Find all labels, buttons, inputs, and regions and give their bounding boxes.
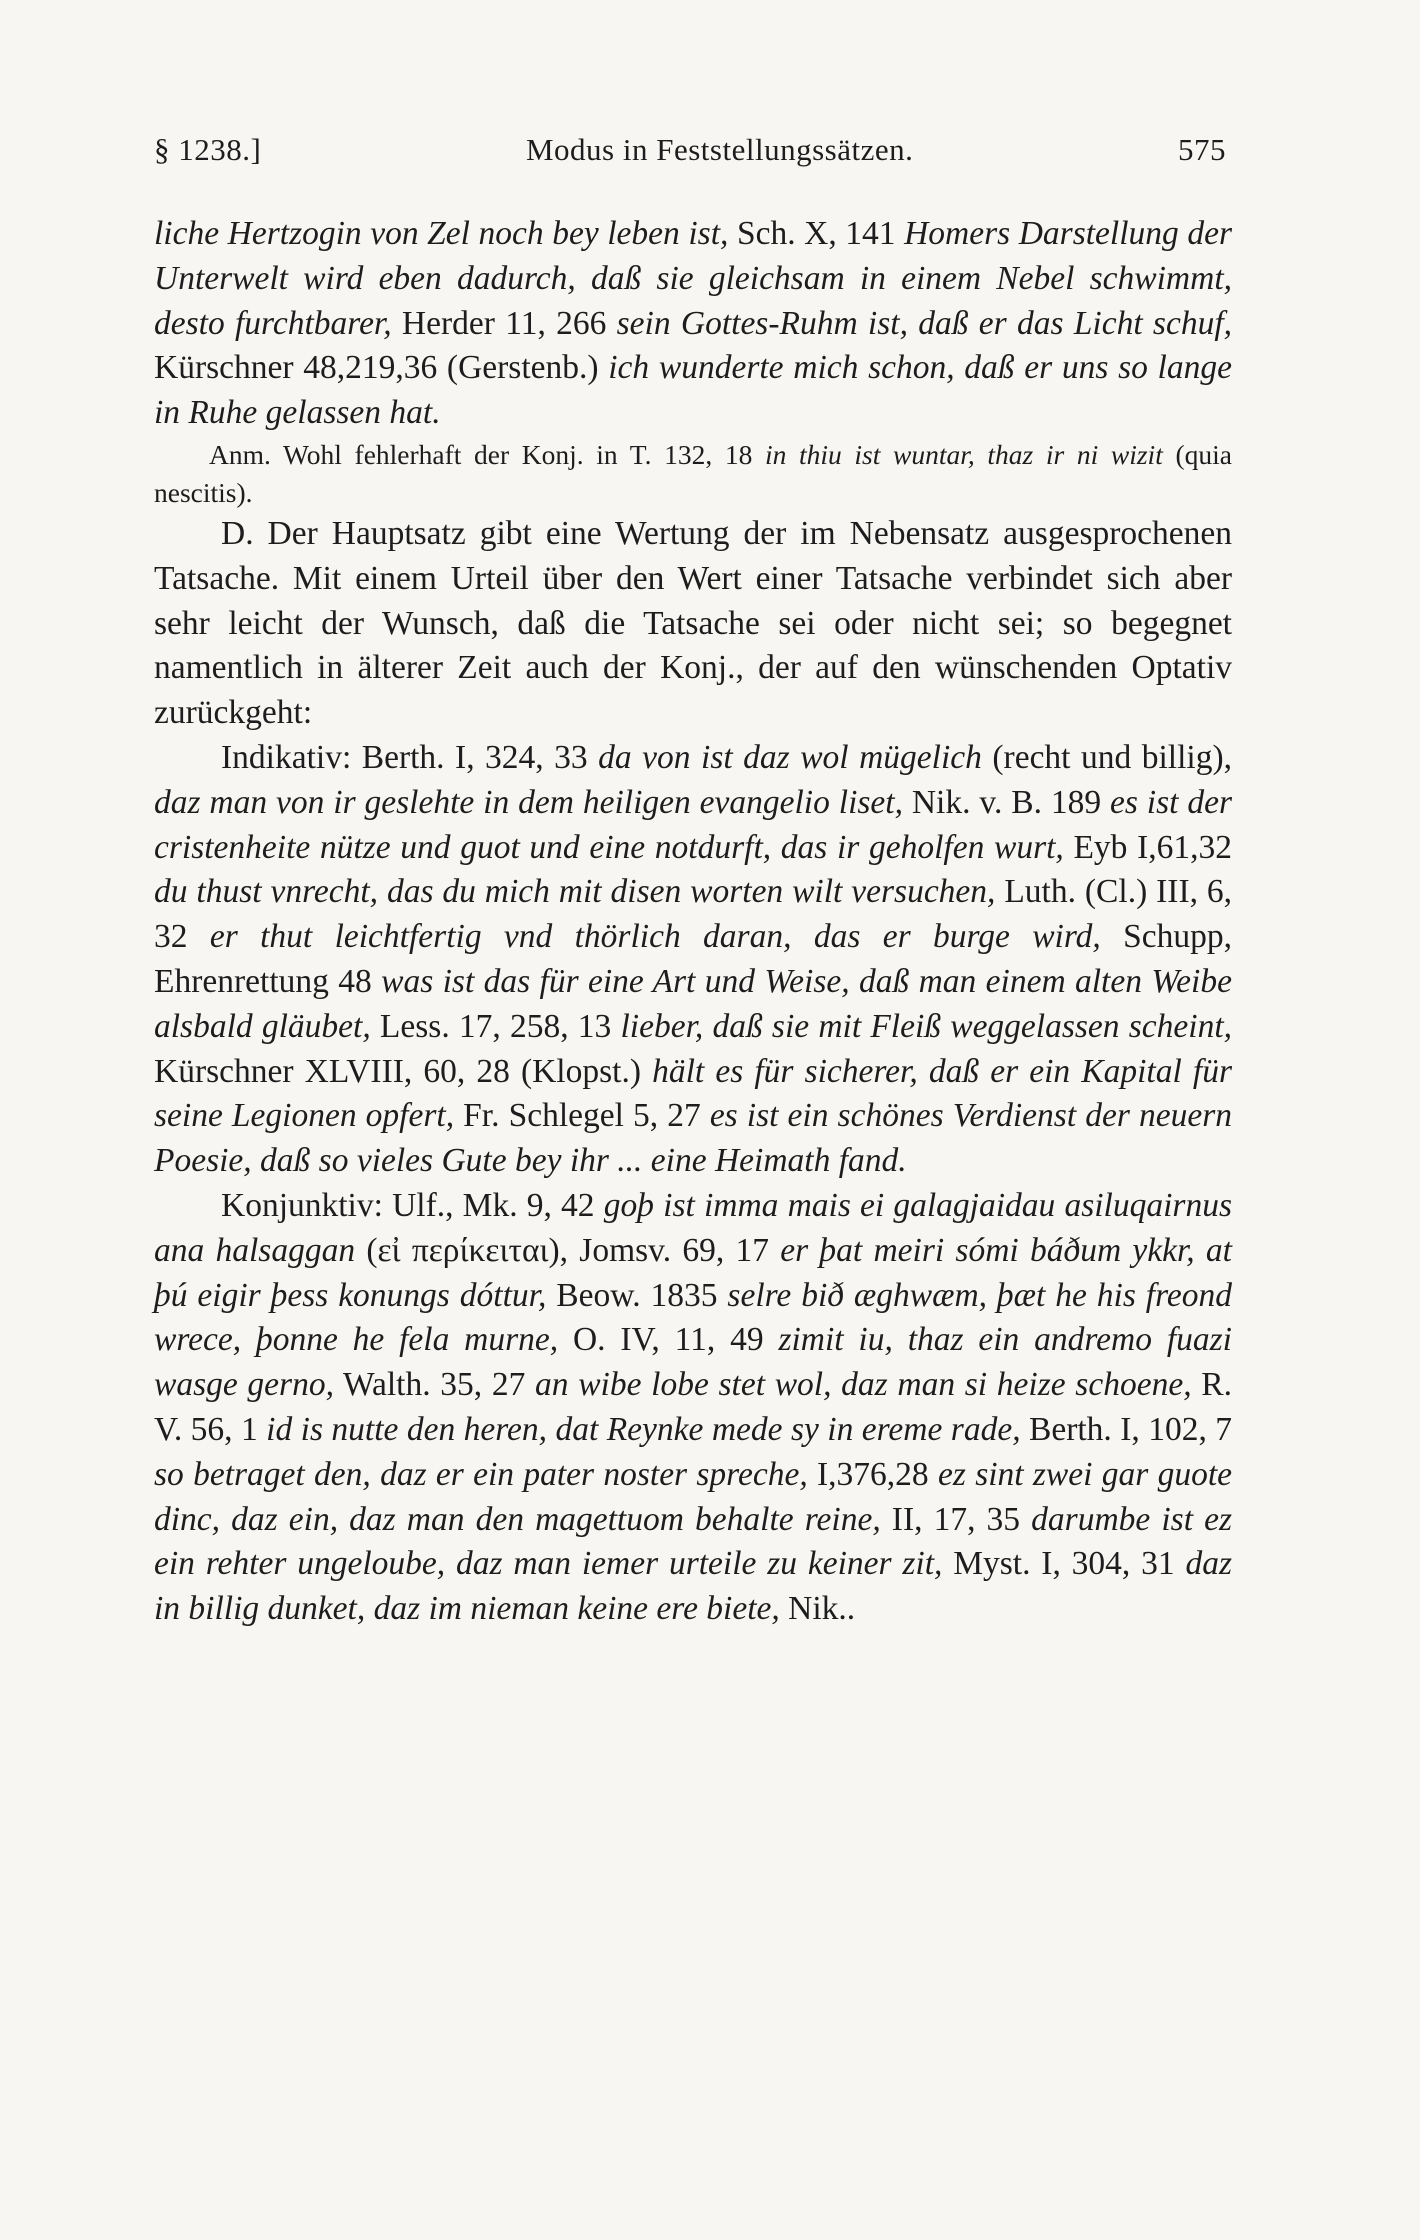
citation: Nik.. [779, 1590, 856, 1628]
quote: selre bið æghwæm, þæt he his freond wrece, þonne he fela murne, [154, 1276, 1232, 1359]
quote: so betraget den, daz er ein pater noster spreche, [154, 1455, 808, 1493]
running-header [154, 132, 1232, 168]
paragraph-konjunktiv [154, 1184, 1232, 1632]
note-text: Anm. Wohl fehlerhaft der Konj. in T. 132, 18 [209, 438, 765, 470]
section-d-text: D. Der Hauptsatz gibt eine Wertung der im Nebensatz ausgesprochenen Tatsache. Mit einem Urteil über den Wert einer Tatsache verbindet sich aber sehr leicht der Wunsch, daß die Tatsache sei oder nicht sei; so begegnet namentlich in älterer Zeit auch der Konj., der auf den wünschenden Optativ zurückgeht: [154, 514, 1232, 732]
body-text [154, 212, 1232, 1632]
citation: Beow. 1835 [546, 1276, 728, 1314]
quote: zimit iu, thaz ein andremo fuazi wasge gerno, [154, 1321, 1232, 1404]
quote: er þat meiri sómi báðum ykkr, at þú eigir þess konungs dóttur, [154, 1231, 1232, 1314]
citation: Konjunktiv: Ulf., Mk. 9, 42 [221, 1186, 604, 1224]
quote: es ist ein schönes Verdienst der neuern Poesie, daß so vieles Gute bey ihr ... eine Heimath fand. [154, 1097, 1232, 1180]
quote: da von ist daz wol mügelich [598, 738, 982, 776]
citation: R. V. 56, 1 [154, 1366, 1232, 1448]
citation: Walth. 35, 27 [333, 1366, 536, 1404]
quote: daz man von ir geslehte in dem heiligen evangelio liset, [154, 783, 903, 821]
section-number: § 1238.] [154, 132, 262, 167]
citation: O. IV, 11, 49 [558, 1321, 779, 1359]
quote: goþ ist imma mais ei galagjaidau asiluqairnus ana halsaggan [154, 1186, 1232, 1269]
citation: Nik. v. B. 189 [902, 783, 1110, 821]
citation: Berth. I, 102, 7 [1020, 1410, 1233, 1448]
paragraph-indikativ [154, 736, 1232, 1184]
quote: was ist das für eine Art und Weise, daß man einem alten Weibe alsbald gläubet, [154, 962, 1232, 1045]
quote: lieber, daß sie mit Fleiß weggelassen scheint, [620, 1007, 1233, 1045]
citation: (εἰ περίκειται), Jomsv. 69, 17 [355, 1231, 781, 1269]
citation: Fr. Schlegel 5, 27 [454, 1097, 710, 1135]
note-text: (quia nescitis). [154, 438, 1232, 508]
quote: du thust vnrecht, das du mich mit disen worten wilt versuchen, [154, 873, 996, 911]
quote: daz in billig dunket, daz im nieman keine ere biete, [154, 1545, 1232, 1628]
paragraph-section-d [154, 512, 1232, 736]
quote: es ist der cristenheite nütze und guot und eine notdurft, das ir geholfen wurt, [154, 783, 1233, 866]
citation: Sch. X, 141 [728, 215, 905, 252]
citation: Less. 17, 258, 13 [370, 1007, 621, 1045]
gloss: (recht und billig), [981, 738, 1232, 776]
quote: in thiu ist wuntar, thaz ir ni wizit [764, 438, 1163, 470]
quote: ez sint zwei gar guote dinc, daz ein, daz man den magettuom behalte reine, [154, 1455, 1233, 1538]
citation: Herder 11, 266 [391, 304, 617, 342]
footnote-anm [154, 436, 1232, 512]
quote: an wibe lobe stet wol, daz man si heize schoene, [535, 1366, 1192, 1404]
quote: darumbe ist ez ein rehter ungeloube, daz man iemer urteile zu keiner zit, [154, 1500, 1233, 1583]
citation: Schupp, Ehrenrettung 48 [154, 918, 1233, 1000]
quote: Homers Darstellung der Unterwelt wird eben dadurch, daß sie gleichsam in einem Nebel schwimmt, desto furchtbarer, [154, 215, 1232, 342]
citation: I,376,28 [807, 1455, 938, 1493]
quote: sein Gottes-Ruhm ist, daß er das Licht schuf, [616, 304, 1233, 342]
citation: Luth. (Cl.) III, 6, 32 [154, 873, 1232, 956]
quote: id is nutte den heren, dat Reynke mede sy in ereme rade, [266, 1410, 1021, 1448]
page-number: 575 [1178, 132, 1226, 167]
citation: Indikativ: Berth. I, 324, 33 [221, 738, 599, 776]
citation: Eyb I,61,32 [1063, 828, 1232, 866]
citation: Kürschner XLVIII, 60, 28 (Klopst.) [154, 1052, 653, 1090]
citation: Myst. I, 304, 31 [942, 1545, 1186, 1583]
citation: II, 17, 35 [880, 1500, 1032, 1538]
citation: Kürschner 48,219,36 (Gerstenb.) [154, 349, 609, 387]
quote: ich wunderte mich schon, daß er uns so lange in Ruhe gelassen hat. [154, 349, 1232, 432]
quote: er thut leichtfertig vnd thörlich daran, das er burge wird, [209, 918, 1101, 956]
paragraph-examples-continued [154, 212, 1232, 436]
quote: hält es für sicherer, daß er ein Kapital für seine Legionen opfert, [154, 1052, 1232, 1135]
running-title: Modus in Feststellungssätzen. [525, 132, 914, 167]
quote: liche Hertzogin von Zel noch bey leben ist, [154, 215, 729, 252]
